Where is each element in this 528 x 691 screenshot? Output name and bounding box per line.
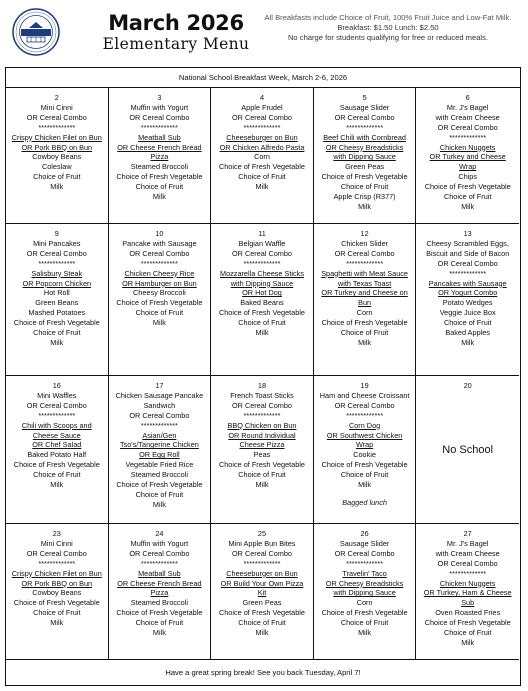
menu-item: Choice of Fruit xyxy=(443,318,492,328)
lunch-entree: Mozzarella Cheese Sticks xyxy=(220,268,304,278)
menu-item: Vegetable Fried Rice xyxy=(125,460,194,470)
day-cell xyxy=(211,224,314,376)
menu-item: Oven Roasted Fries xyxy=(435,608,501,618)
menu-item: OR Cereal Combo xyxy=(26,248,87,258)
menu-item: Sandwich xyxy=(143,400,176,410)
lunch-entree: Travelin' Taco xyxy=(342,568,387,578)
lunch-entree: Wrap xyxy=(355,440,374,450)
menu-item: Biscuit and Side of Bacon xyxy=(426,248,510,258)
lunch-entree: Meatball Sub xyxy=(138,132,181,142)
menu-item: Choice of Fresh Vegetable xyxy=(116,608,203,618)
menu-item: ************* xyxy=(243,558,281,568)
lunch-entree: Pizza xyxy=(150,588,169,598)
menu-item: Green Peas xyxy=(345,162,385,172)
menu-item: Milk xyxy=(358,337,372,347)
lunch-entree: OR Cheesy Breadsticks xyxy=(325,578,404,588)
page-title: March 2026 xyxy=(108,11,244,35)
lunch-entree: Spaghetti with Meat Sauce xyxy=(321,268,408,278)
lunch-entree: OR Turkey and Cheese xyxy=(429,152,506,162)
menu-item: Choice of Fresh Vegetable xyxy=(13,460,100,470)
lunch-entree: Sub xyxy=(461,598,475,608)
menu-header xyxy=(0,0,528,66)
day-cell xyxy=(109,224,212,376)
day-cell xyxy=(109,376,212,524)
day-cell xyxy=(109,524,212,660)
menu-item: Steamed Broccoli xyxy=(130,162,188,172)
lunch-entree: Crispy Chicken Filet on Bun xyxy=(11,568,102,578)
title-block xyxy=(96,12,256,54)
day-number: 2 xyxy=(54,93,59,102)
menu-item: ************* xyxy=(140,122,178,132)
lunch-entree: Salisbury Steak xyxy=(31,268,83,278)
lunch-entree: OR Chef Salad xyxy=(32,440,82,450)
menu-item: OR Cereal Combo xyxy=(26,400,87,410)
menu-item: Milk xyxy=(255,328,269,338)
lunch-entree: OR Hamburger on Bun xyxy=(122,278,197,288)
menu-item: Choice of Fruit xyxy=(33,172,81,182)
day-number: 23 xyxy=(52,529,61,538)
day-number: 24 xyxy=(155,529,164,538)
lunch-entree: BBQ Chicken on Bun xyxy=(227,420,297,430)
menu-item: with Cream Cheese xyxy=(435,112,500,122)
menu-item: ************* xyxy=(243,122,281,132)
lunch-entree: OR Cheese French Bread xyxy=(117,578,202,588)
menu-item: Milk xyxy=(50,182,64,192)
lunch-entree: OR Southwest Chicken xyxy=(326,430,403,440)
day-number: 19 xyxy=(360,381,369,390)
menu-item: Choice of Fruit xyxy=(33,470,81,480)
day-cell xyxy=(314,224,417,376)
day-cell xyxy=(314,524,417,660)
lunch-entree: Tso's/Tangerine Chicken xyxy=(119,440,199,450)
menu-item: Choice of Fruit xyxy=(340,470,389,480)
menu-item: Choice of Fresh Vegetable xyxy=(13,318,100,328)
day-cell xyxy=(109,88,212,224)
footer-message: Have a great spring break! See you back Tuesday, April 7! xyxy=(165,668,361,677)
menu-item: Choice of Fruit xyxy=(33,608,81,618)
day-number: 25 xyxy=(257,529,267,538)
lunch-entree: Chicken Cheesy Rice xyxy=(124,268,195,278)
menu-item: OR Cereal Combo xyxy=(231,248,292,258)
menu-item: OR Cereal Combo xyxy=(129,410,190,420)
lunch-entree: Asian/Gen xyxy=(142,430,177,440)
lunch-entree: Cheeseburger on Bun xyxy=(226,568,298,578)
lunch-entree: OR Cheese French Bread xyxy=(117,142,202,152)
lunch-entree: Corn Dog xyxy=(348,420,381,430)
menu-item: Cheesy Scrambled Eggs, xyxy=(426,238,509,248)
menu-item: OR Cereal Combo xyxy=(437,558,498,568)
menu-item: Choice of Fruit xyxy=(135,618,184,628)
lunch-entree: Cheese Sauce xyxy=(32,430,81,440)
menu-item: Choice of Fresh Vegetable xyxy=(218,308,305,318)
menu-item: Muffin with Yogurt xyxy=(130,102,189,112)
lunch-entree: with Dipping Sauce xyxy=(333,588,396,598)
menu-item: Apple Frudel xyxy=(241,102,283,112)
no-school-label: No School xyxy=(442,443,494,456)
menu-item: Choice of Fresh Vegetable xyxy=(116,172,203,182)
day-cell xyxy=(416,524,519,660)
menu-item: Steamed Broccoli xyxy=(130,470,188,480)
menu-item: Mini Apple Bun Bites xyxy=(228,538,296,548)
menu-item: French Toast Sticks xyxy=(230,390,294,400)
lunch-entree: Pancakes with Sausage xyxy=(428,278,507,288)
free-reduced-note: No charge for students qualifying for free or reduced meals. xyxy=(287,33,489,42)
day-cell xyxy=(314,376,417,524)
menu-item: Mini Waffles xyxy=(37,390,77,400)
day-number: 27 xyxy=(463,529,472,538)
menu-item: ************* xyxy=(346,558,384,568)
menu-item: Milk xyxy=(152,192,166,202)
menu-item: Baked Potato Half xyxy=(27,450,87,460)
menu-item: Choice of Fruit xyxy=(238,318,286,328)
menu-item: Muffin with Yogurt xyxy=(130,538,189,548)
menu-item: Choice of Fresh Vegetable xyxy=(424,182,511,192)
menu-item: Choice of Fresh Vegetable xyxy=(13,598,100,608)
day-number: 4 xyxy=(259,93,265,102)
menu-item: Chicken Sausage Pancake xyxy=(115,390,204,400)
menu-item: OR Cereal Combo xyxy=(26,112,87,122)
menu-item: ************* xyxy=(449,268,487,278)
menu-item: Steamed Broccoli xyxy=(130,598,188,608)
lunch-entree: Kit xyxy=(257,588,267,598)
menu-item: with Cream Cheese xyxy=(435,548,500,558)
menu-item: ************* xyxy=(346,122,384,132)
menu-item: ************* xyxy=(140,258,178,268)
menu-item: Choice of Fresh Vegetable xyxy=(424,618,511,628)
menu-item: Choice of Fruit xyxy=(135,308,184,318)
day-number: 26 xyxy=(360,529,369,538)
menu-item: ************* xyxy=(346,258,384,268)
day-note: Bagged lunch xyxy=(342,497,387,507)
menu-item: OR Cereal Combo xyxy=(129,548,190,558)
menu-item: Milk xyxy=(50,618,64,628)
menu-item: OR Cereal Combo xyxy=(334,248,395,258)
lunch-entree: Pizza xyxy=(150,152,169,162)
menu-item: Mini Cinni xyxy=(40,102,73,112)
menu-item: Choice of Fresh Vegetable xyxy=(116,298,203,308)
menu-item: OR Cereal Combo xyxy=(129,112,190,122)
lunch-entree: OR Hot Dog xyxy=(242,288,282,298)
menu-item: Corn xyxy=(356,308,373,318)
menu-item: Choice of Fresh Vegetable xyxy=(218,608,305,618)
day-number: 17 xyxy=(155,381,164,390)
menu-item: Choice of Fresh Vegetable xyxy=(321,460,408,470)
menu-item: OR Cereal Combo xyxy=(231,548,292,558)
day-cell xyxy=(6,376,109,524)
menu-item: Milk xyxy=(152,628,166,638)
lunch-entree: OR Turkey and Cheese on xyxy=(321,288,408,298)
lunch-entree: Beef Chili with Cornbread xyxy=(323,132,406,142)
menu-item: Cowboy Beans xyxy=(32,588,82,598)
menu-item: ************* xyxy=(38,258,76,268)
day-cell xyxy=(6,88,109,224)
day-cell xyxy=(6,524,109,660)
lunch-entree: Meatball Sub xyxy=(138,568,181,578)
menu-calendar xyxy=(5,67,521,686)
day-number: 5 xyxy=(362,93,367,102)
lunch-entree: Crispy Chicken Filet on Bun xyxy=(11,132,102,142)
menu-item: Choice of Fruit xyxy=(135,489,184,499)
lunch-entree: OR Egg Roll xyxy=(139,450,180,460)
day-number: 16 xyxy=(52,381,61,390)
menu-item: Milk xyxy=(461,201,475,211)
menu-item: OR Cereal Combo xyxy=(437,122,498,132)
day-number: 9 xyxy=(54,229,59,238)
menu-item: Choice of Fruit xyxy=(238,172,286,182)
menu-item: Pancake with Sausage xyxy=(122,238,197,248)
lunch-entree: OR Turkey, Ham & Cheese xyxy=(423,588,512,598)
menu-item: Choice of Fruit xyxy=(340,328,389,338)
day-number: 10 xyxy=(155,229,164,238)
week-banner: National School Breakfast Week, March 2-6, 2026 xyxy=(6,68,520,88)
menu-item: Choice of Fresh Vegetable xyxy=(218,460,305,470)
menu-item: Apple Crisp (R377) xyxy=(333,192,396,202)
menu-item: Choice of Fresh Vegetable xyxy=(218,162,305,172)
menu-item: Choice of Fresh Vegetable xyxy=(321,172,408,182)
menu-item: Milk xyxy=(152,318,166,328)
menu-item: Green Peas xyxy=(242,598,282,608)
menu-item: Choice of Fruit xyxy=(135,182,184,192)
menu-item: Milk xyxy=(255,628,269,638)
day-number: 20 xyxy=(463,381,472,390)
menu-item: Choice of Fruit xyxy=(238,618,286,628)
menu-item: OR Cereal Combo xyxy=(129,248,190,258)
menu-item: Choice of Fresh Vegetable xyxy=(321,318,408,328)
menu-item: OR Cereal Combo xyxy=(26,548,87,558)
lunch-entree: with Texas Toast xyxy=(337,278,392,288)
menu-item: Mini Pancakes xyxy=(33,238,81,248)
menu-item: Cheesy Broccoli xyxy=(133,288,186,298)
lunch-entree: Chicken Nuggets xyxy=(439,578,496,588)
menu-item: ************* xyxy=(449,568,487,578)
day-cell xyxy=(211,524,314,660)
menu-item: Choice of Fruit xyxy=(443,628,492,638)
lunch-entree: OR Pork BBQ on Bun xyxy=(21,578,93,588)
menu-item: Choice of Fresh Vegetable xyxy=(116,480,203,490)
menu-item: Choice of Fruit xyxy=(340,182,389,192)
lunch-entree: OR Round Individual xyxy=(228,430,296,440)
lunch-entree: with Dipping Sauce xyxy=(230,278,294,288)
menu-item: Corn xyxy=(254,152,270,162)
menu-item: Ham and Cheese Croissant xyxy=(319,390,410,400)
lunch-entree: OR Build Your Own Pizza xyxy=(220,578,304,588)
menu-item: ************* xyxy=(38,122,76,132)
lunch-entree: OR Cheesy Breadsticks xyxy=(325,142,404,152)
day-number: 6 xyxy=(465,93,470,102)
menu-item: OR Cereal Combo xyxy=(231,400,292,410)
day-cell xyxy=(211,376,314,524)
day-cell xyxy=(314,88,417,224)
menu-item: Milk xyxy=(461,637,475,647)
menu-item: Sausage Slider xyxy=(339,102,390,112)
lunch-entree: Chili with Scoops and xyxy=(21,420,92,430)
menu-item: Green Beans xyxy=(35,298,79,308)
menu-item: OR Cereal Combo xyxy=(334,112,395,122)
menu-item: ************* xyxy=(449,132,487,142)
price-line: Breakfast: $1.50 Lunch: $2.50 xyxy=(337,23,439,32)
pricing-notes xyxy=(262,13,514,43)
menu-item: OR Cereal Combo xyxy=(437,258,498,268)
menu-item: ************* xyxy=(243,410,281,420)
lunch-entree: OR Popcorn Chicken xyxy=(22,278,92,288)
day-number: 11 xyxy=(258,229,266,238)
calendar-grid xyxy=(6,88,519,660)
day-cell xyxy=(416,88,519,224)
page-subtitle: Elementary Menu xyxy=(102,35,250,53)
menu-item: Choice of Fruit xyxy=(33,328,81,338)
lunch-entree: Bun xyxy=(358,298,372,308)
lunch-entree: OR Pork BBQ on Bun xyxy=(21,142,93,152)
menu-item: Cowboy Beans xyxy=(32,152,82,162)
menu-item: Potato Wedges xyxy=(442,298,493,308)
menu-item: Chips xyxy=(458,172,478,182)
day-cell xyxy=(416,376,519,524)
lunch-entree: OR Chicken Alfredo Pasta xyxy=(219,142,305,152)
menu-item: Chicken Slider xyxy=(341,238,389,248)
lunch-entree: Cheeseburger on Bun xyxy=(226,132,298,142)
menu-item: Baked Apples xyxy=(445,328,490,338)
menu-item: Milk xyxy=(255,182,269,192)
menu-item: ************* xyxy=(140,420,178,430)
menu-item: Milk xyxy=(255,480,269,490)
menu-item: ************* xyxy=(38,410,76,420)
menu-item: OR Cereal Combo xyxy=(334,400,395,410)
menu-item: Mini Cinni xyxy=(40,538,73,548)
menu-item: Peas xyxy=(253,450,271,460)
day-number: 18 xyxy=(257,381,267,390)
menu-item: Milk xyxy=(358,480,372,490)
district-seal-logo xyxy=(12,8,60,56)
breakfast-includes-note: All Breakfasts include Choice of Fruit, 100% Fruit Juice and Low-Fat Milk. xyxy=(264,13,512,22)
menu-item: Milk xyxy=(50,337,64,347)
menu-item: Mr. J's Bagel xyxy=(446,102,489,112)
menu-item: Baked Beans xyxy=(240,298,284,308)
menu-item: ************* xyxy=(243,258,281,268)
menu-item: ************* xyxy=(346,410,384,420)
lunch-entree: Cheese Pizza xyxy=(239,440,285,450)
menu-item: OR Cereal Combo xyxy=(334,548,395,558)
day-number: 3 xyxy=(157,93,162,102)
menu-item: Mashed Potatoes xyxy=(28,308,86,318)
lunch-entree: with Dipping Sauce xyxy=(333,152,396,162)
menu-item: ************* xyxy=(140,558,178,568)
menu-item: Choice of Fresh Vegetable xyxy=(321,608,408,618)
menu-item: Coleslaw xyxy=(41,162,72,172)
menu-item: Mr. J's Bagel xyxy=(446,538,489,548)
lunch-entree: Chicken Nuggets xyxy=(439,142,496,152)
menu-item: Veggie Juice Box xyxy=(439,308,496,318)
menu-item: Hot Roll xyxy=(43,288,70,298)
day-cell xyxy=(211,88,314,224)
menu-item: ************* xyxy=(38,558,76,568)
day-number: 12 xyxy=(360,229,369,238)
day-number: 13 xyxy=(463,229,472,238)
menu-item: Choice of Fruit xyxy=(238,470,286,480)
menu-item: Choice of Fruit xyxy=(340,618,389,628)
day-cell xyxy=(416,224,519,376)
menu-item: Choice of Fruit xyxy=(443,192,492,202)
menu-item: Milk xyxy=(50,480,64,490)
lunch-entree: OR Yogurt Combo xyxy=(438,288,498,298)
lunch-entree: Wrap xyxy=(459,162,477,172)
menu-item: Corn xyxy=(356,598,373,608)
menu-item: Sausage Slider xyxy=(339,538,390,548)
menu-item: Cookie xyxy=(353,450,376,460)
menu-item: Milk xyxy=(358,628,372,638)
menu-item: Milk xyxy=(152,499,166,509)
menu-item: Milk xyxy=(461,337,475,347)
menu-item: OR Cereal Combo xyxy=(231,112,292,122)
menu-item: Belgian Waffle xyxy=(238,238,286,248)
day-cell xyxy=(6,224,109,376)
menu-item: Milk xyxy=(358,201,372,211)
